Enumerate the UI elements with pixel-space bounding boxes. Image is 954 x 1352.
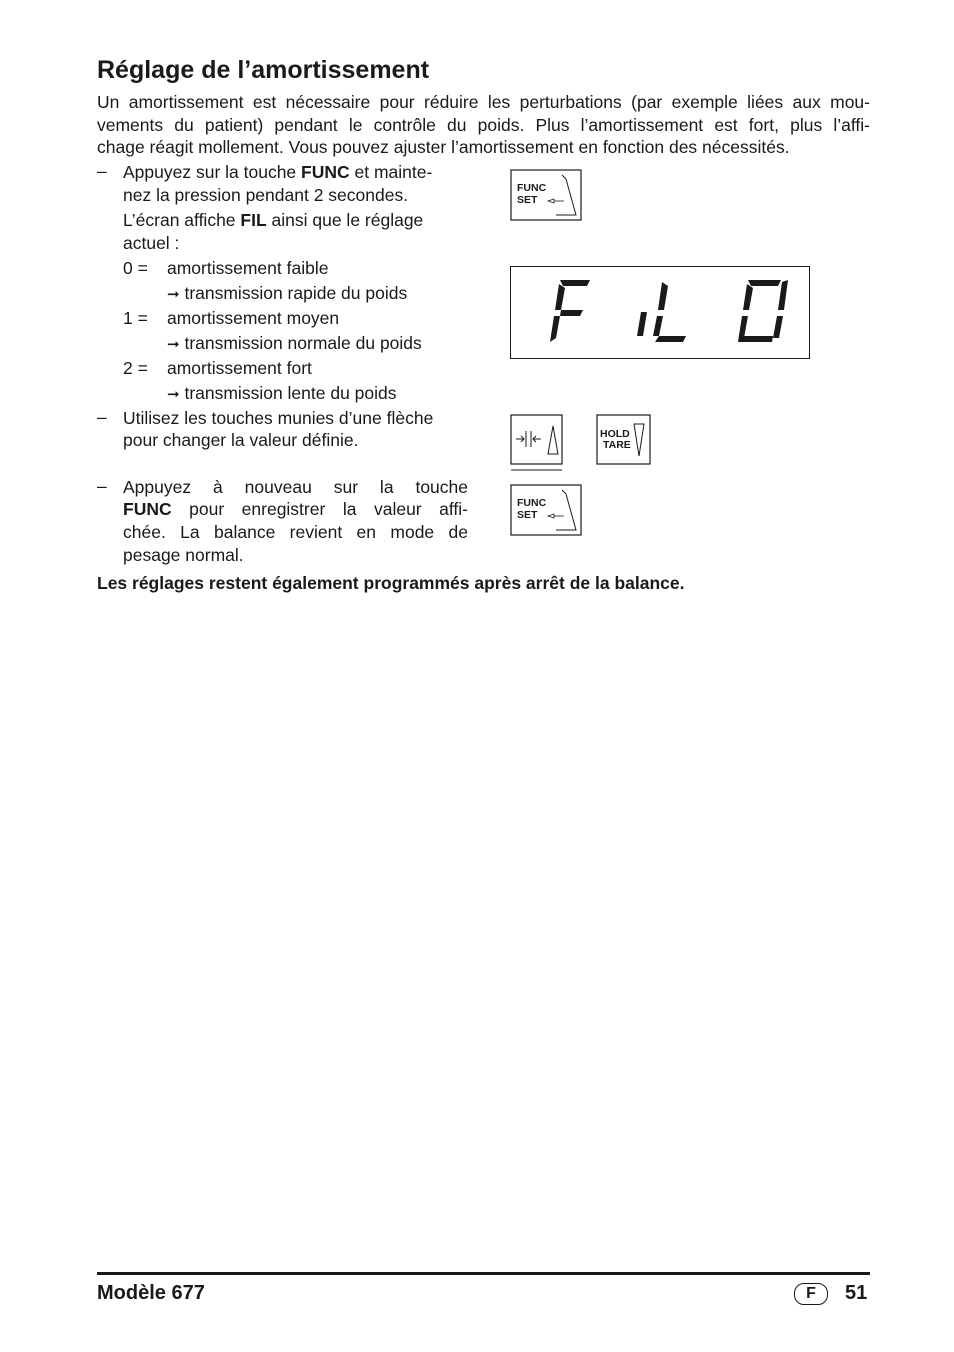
option-1-result-text: transmission normale du poids	[184, 333, 422, 353]
func-keyword: FUNC	[301, 162, 350, 182]
tare-label: TARE	[603, 439, 631, 451]
func-label: FUNC	[517, 182, 547, 194]
func-keyword: FUNC	[123, 499, 172, 519]
intro-line-3: chage réagit mollement. Vous pouvez ajuster l’amortissement en fonction des nécessités.	[97, 137, 790, 157]
step1-dash: –	[97, 161, 107, 181]
arrow-key-shape	[510, 414, 563, 472]
bold-note: Les réglages restent également programmés après arrêt de la balance.	[97, 573, 685, 593]
step1-line-3	[123, 209, 423, 231]
step3-line-1: Appuyez à nouveau sur la touche	[123, 477, 468, 497]
intro-line-1: Un amortissement est nécessaire pour réduire les perturbations (par exemple liées aux mou-	[97, 92, 870, 112]
fil-keyword: FIL	[240, 210, 267, 230]
step1-line-1	[123, 161, 432, 183]
option-2-result	[167, 382, 397, 405]
option-1-result	[167, 332, 422, 355]
step2-line-1: Utilisez les touches munies d’une flèche	[123, 408, 434, 428]
set-label: SET	[517, 509, 538, 521]
arrow-icon: ➞	[167, 385, 180, 403]
step2-dash: –	[97, 407, 107, 427]
step1-line-4: actuel :	[123, 233, 180, 253]
func-label: FUNC	[517, 497, 547, 509]
option-2-label: amortissement fort	[167, 358, 312, 378]
page-number: 51	[845, 1282, 868, 1304]
step3-line-2	[123, 498, 468, 520]
step3-line-3: chée. La balance revient en mode de	[123, 522, 468, 542]
hold-label: HOLD	[600, 428, 630, 440]
intro-line-2: vements du patient) pendant le contrôle du poids. Plus l’amortissement est fort, plus l’affi-	[97, 115, 870, 135]
func-set-key-1	[510, 169, 582, 221]
page-title: Réglage de l’amortissement	[97, 56, 430, 84]
option-1-label: amortissement moyen	[167, 308, 340, 328]
language-badge: F	[794, 1283, 828, 1305]
arrow-key	[510, 414, 563, 472]
step3-dash: –	[97, 476, 107, 496]
step1-l3-text: L’écran affiche	[123, 210, 241, 230]
option-0-label: amortissement faible	[167, 258, 329, 278]
option-1-key: 1 =	[123, 308, 148, 328]
option-0-key: 0 =	[123, 258, 148, 278]
step1-line-2: nez la pression pendant 2 secondes.	[123, 185, 409, 205]
set-label: SET	[517, 194, 538, 206]
step3-l2-text: pour enregistrer la valeur affi-	[171, 499, 468, 519]
step1-text-post: et mainte-	[349, 162, 433, 182]
hold-tare-key	[596, 414, 651, 466]
func-set-key-2	[510, 484, 582, 536]
step3-line-4: pesage normal.	[123, 545, 244, 565]
footer-model: Modèle 677	[97, 1282, 205, 1304]
option-0-result	[167, 282, 407, 305]
arrow-icon: ➞	[167, 285, 180, 303]
option-0-result-text: transmission rapide du poids	[184, 283, 408, 303]
footer-divider	[97, 1272, 870, 1275]
option-2-result-text: transmission lente du poids	[184, 383, 397, 403]
arrow-icon: ➞	[167, 335, 180, 353]
step2-line-2: pour changer la valeur définie.	[123, 430, 359, 450]
step1-l3-post: ainsi que le réglage	[266, 210, 424, 230]
step1-text: Appuyez sur la touche	[123, 162, 302, 182]
lcd-display-svg	[510, 266, 810, 359]
lcd-display	[510, 266, 810, 359]
option-2-key: 2 =	[123, 358, 148, 378]
